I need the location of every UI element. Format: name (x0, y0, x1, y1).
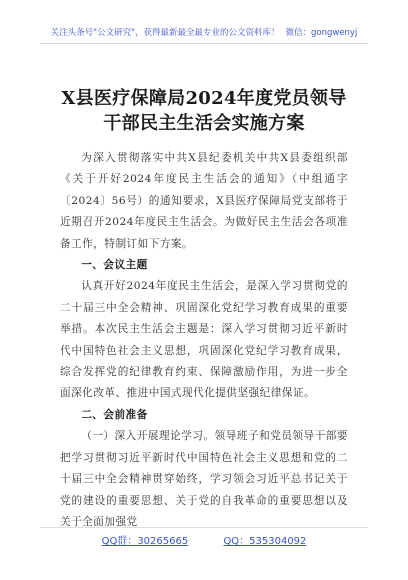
footer-qq[interactable]: QQ：535304092 (223, 536, 307, 547)
theme-paragraph: 认真开好2024年度民主生活会，是深入学习贯彻党的二十届三中全会精神、巩固深化党纪学习教育成果的重要举措。本次民主生活会主题是：深入学习贯彻习近平新时代中国特色社会主义思想，巩固深化党纪学习教育成果，综合发挥党的纪律教育约束、保障激励作用，为进一步全面深化改革、推进中国式现代化提供坚强纪律保证。 (60, 280, 348, 400)
footer-qq-group[interactable]: QQ群：30265665 (101, 536, 189, 547)
header-banner (0, 26, 408, 38)
section-heading-theme: 一、会议主题 (81, 259, 148, 272)
intro-paragraph: 为深入贯彻落实中共X县纪委机关中共X县委组织部《关于开好2024年度民主生活会的通知》（中组通字〔2024〕56号）的通知要求，X县医疗保障局党支部将于近期召开2024年度民主生活会。为做好民主生活会各项准备工作，特制订如下方案。 (60, 152, 348, 250)
document-body (60, 148, 348, 533)
banner-text: 关注头条号"公文研究"，获得最新最全最专业的公文资料库！ (50, 28, 280, 38)
footer (0, 532, 408, 547)
section-heading-preparation: 二、会前准备 (81, 408, 148, 421)
header-divider (40, 43, 368, 44)
preparation-paragraph: （一）深入开展理论学习。领导班子和党员领导干部要把学习贯彻习近平新时代中国特色社会主义思想和党的二十届三中全会精神贯穿始终，学习领会习近平总书记关于党的建设的重要思想、关于党的自我革命的重要思想以及关于全面加强党 (60, 430, 348, 528)
document-title: X县医疗保障局2024年度党员领导干部民主生活会实施方案 (61, 88, 347, 134)
footer-divider (40, 527, 368, 528)
banner-wechat: 微信：gongwenyj (285, 28, 358, 38)
